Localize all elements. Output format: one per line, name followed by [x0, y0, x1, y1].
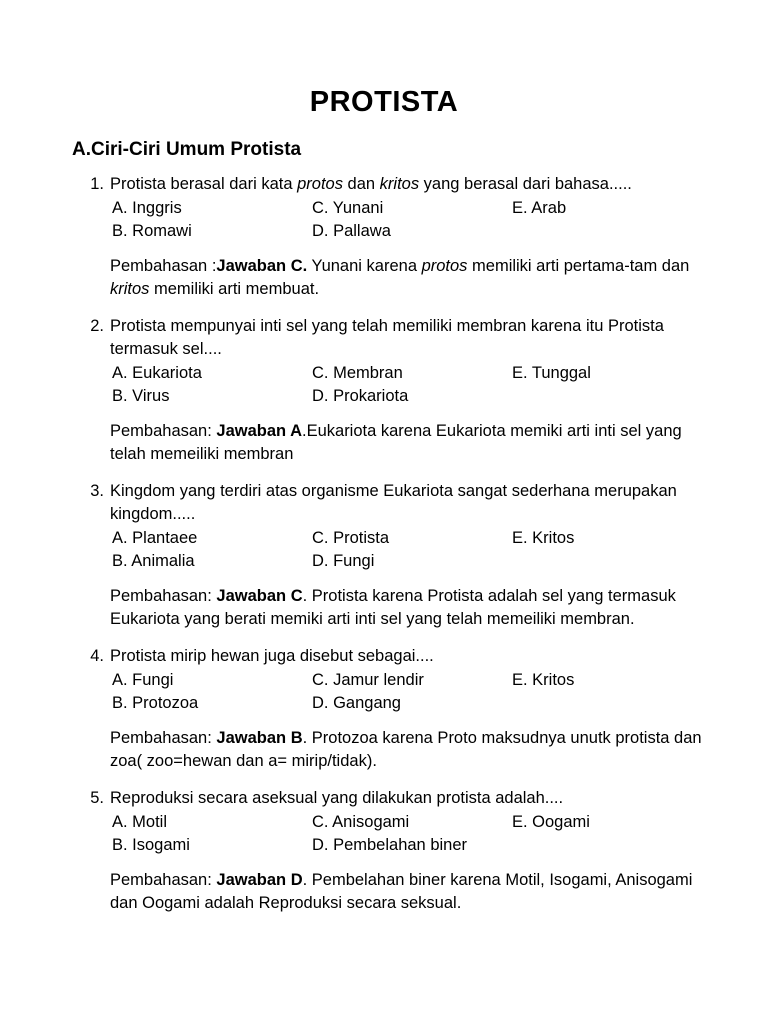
answer-option[interactable]: A. Motil: [112, 813, 168, 831]
answer-option[interactable]: B. Isogami: [112, 836, 190, 854]
answer-option[interactable]: C. Yunani: [312, 199, 384, 217]
answer-option[interactable]: B. Animalia: [112, 552, 195, 570]
answer-option[interactable]: E. Tunggal: [512, 364, 591, 382]
answer-option[interactable]: D. Prokariota: [312, 387, 409, 405]
answer-option[interactable]: E. Kritos: [512, 529, 575, 547]
answer-option[interactable]: [512, 385, 706, 408]
question-number: 3.: [90, 482, 104, 500]
answer-option[interactable]: E. Oogami: [512, 813, 590, 831]
section-heading: A.Ciri-Ciri Umum Protista: [72, 139, 302, 160]
question-text: Protista berasal dari kata protos dan kritos yang berasal dari bahasa.....: [110, 175, 632, 193]
question-text: Protista mempunyai inti sel yang telah memiliki membran karena itu Protista termasuk sel....: [110, 317, 664, 358]
question-item: [62, 645, 706, 773]
answer-option[interactable]: B. Protozoa: [112, 694, 199, 712]
question-list: [62, 173, 706, 915]
answer-option[interactable]: E. Arab: [512, 199, 567, 217]
question-number: 4.: [90, 647, 104, 665]
question-number: 5.: [90, 789, 104, 807]
answer-option[interactable]: C. Jamur lendir: [312, 671, 424, 689]
explanation-text: Pembahasan: Jawaban C. Protista karena Protista adalah sel yang termasuk Eukariota yang berati memiki arti inti sel yang telah memeiliki membran.: [110, 587, 676, 628]
explanation-text: Pembahasan: Jawaban D. Pembelahan biner karena Motil, Isogami, Anisogami dan Oogami adalah Reproduksi secara seksual.: [110, 871, 693, 912]
explanation-text: Pembahasan :Jawaban C. Yunani karena protos memiliki arti pertama-tam dan kritos memiliki arti membuat.: [110, 257, 690, 298]
question-text: Protista mirip hewan juga disebut sebagai....: [110, 647, 434, 665]
answer-option[interactable]: B. Romawi: [112, 222, 192, 240]
answer-option[interactable]: B. Virus: [112, 387, 170, 405]
answer-option[interactable]: D. Pembelahan biner: [312, 836, 468, 854]
page-title: PROTISTA: [309, 86, 459, 118]
question-item: [62, 315, 706, 466]
answer-options: [112, 362, 706, 408]
question-item: [62, 173, 706, 301]
answer-option[interactable]: D. Gangang: [312, 694, 401, 712]
answer-option[interactable]: C. Anisogami: [312, 813, 410, 831]
answer-options: [112, 527, 706, 573]
question-item: [62, 787, 706, 915]
answer-option[interactable]: A. Plantaee: [112, 529, 198, 547]
answer-option[interactable]: C. Protista: [312, 529, 390, 547]
answer-option[interactable]: E. Kritos: [512, 671, 575, 689]
answer-option[interactable]: [512, 220, 706, 243]
answer-option[interactable]: A. Eukariota: [112, 364, 202, 382]
explanation-text: Pembahasan: Jawaban A.Eukariota karena Eukariota memiki arti inti sel yang telah memeiliki membran: [110, 422, 682, 463]
answer-option[interactable]: D. Fungi: [312, 552, 375, 570]
answer-options: [112, 669, 706, 715]
answer-option[interactable]: D. Pallawa: [312, 222, 391, 240]
answer-option[interactable]: A. Inggris: [112, 199, 182, 217]
answer-option[interactable]: C. Membran: [312, 364, 403, 382]
question-item: [62, 480, 706, 631]
question-text: Kingdom yang terdiri atas organisme Eukariota sangat sederhana merupakan kingdom.....: [110, 482, 677, 523]
answer-option[interactable]: [512, 550, 706, 573]
answer-option[interactable]: [512, 834, 706, 857]
answer-option[interactable]: A. Fungi: [112, 671, 174, 689]
question-text: Reproduksi secara aseksual yang dilakukan protista adalah....: [110, 789, 564, 807]
question-number: 2.: [90, 317, 104, 335]
answer-options: [112, 811, 706, 857]
question-number: 1.: [90, 175, 104, 193]
answer-option[interactable]: [512, 692, 706, 715]
explanation-text: Pembahasan: Jawaban B. Protozoa karena Proto maksudnya unutk protista dan zoa( zoo=hewan dan a= mirip/tidak).: [110, 729, 702, 770]
answer-options: [112, 197, 706, 243]
